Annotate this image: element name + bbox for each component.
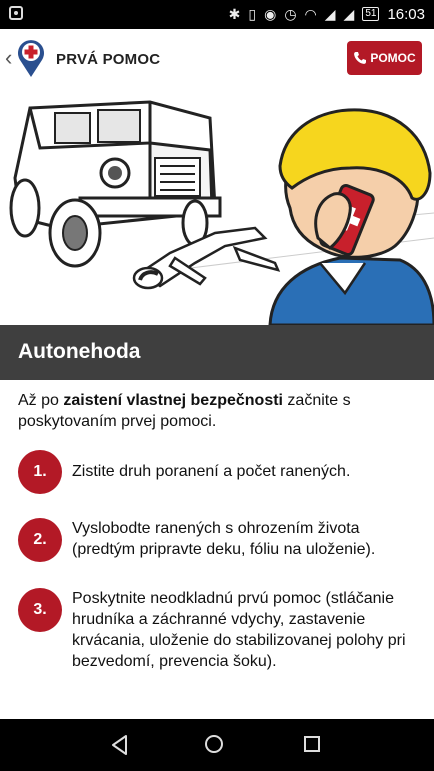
system-navigation-bar xyxy=(0,719,434,771)
intro-text xyxy=(18,390,418,432)
car-accident-illustration xyxy=(0,88,434,325)
status-icons xyxy=(229,4,425,24)
status-bar xyxy=(0,0,434,29)
signal-icon: ◢ xyxy=(343,6,355,22)
battery-icon: 51 xyxy=(362,7,379,21)
section-header xyxy=(0,325,434,380)
alarm-icon: ◷ xyxy=(284,6,297,22)
signal-icon: ◢ xyxy=(324,6,336,22)
wifi-icon: ◠ xyxy=(304,6,317,22)
step-number-badge: 1. xyxy=(18,450,62,494)
intro-text-after: začnite s poskytovaním prvej pomoci. xyxy=(18,392,351,430)
step-text: Zistite druh poranení a počet ranených. xyxy=(72,463,351,480)
step-text: Vyslobodte ranených s ohrozením života (predtým pripravte deku, fóliu na uloženie). xyxy=(72,520,376,558)
nav-back-icon[interactable] xyxy=(110,734,130,756)
phone-icon xyxy=(353,51,367,65)
section-title: Autonehoda xyxy=(18,340,141,363)
intro-text-bold: zaistení vlastnej bezpečnosti xyxy=(63,392,283,409)
step-number-badge: 3. xyxy=(18,588,62,632)
step-number-badge: 2. xyxy=(18,518,62,562)
app-title: PRVÁ POMOC xyxy=(56,51,161,68)
emergency-call-label: POMOC xyxy=(370,51,416,65)
step-text: Poskytnite neodkladnú prvú pomoc (stláčanie hrudníka a záchranné vdychy, zastavenie krvácania, uloženie do stabilizovanej polohy pri bezvedomí, prevencia šoku). xyxy=(72,590,406,670)
emergency-call-button[interactable] xyxy=(347,41,422,75)
app-logo[interactable] xyxy=(15,38,47,78)
back-chevron-icon[interactable]: ‹ xyxy=(5,45,13,70)
vibrate-icon: ▯ xyxy=(248,6,257,22)
app-bar xyxy=(0,29,434,89)
intro-text-before: Až po xyxy=(18,392,64,409)
screenshot-notification-icon xyxy=(9,6,23,20)
nav-recents-icon[interactable] xyxy=(304,736,320,752)
bluetooth-icon: ✱ xyxy=(228,6,241,22)
accident-scene-image xyxy=(0,88,434,325)
eye-icon: ◉ xyxy=(264,6,277,22)
clock: 16:03 xyxy=(387,5,425,23)
nav-home-icon[interactable] xyxy=(205,735,223,753)
